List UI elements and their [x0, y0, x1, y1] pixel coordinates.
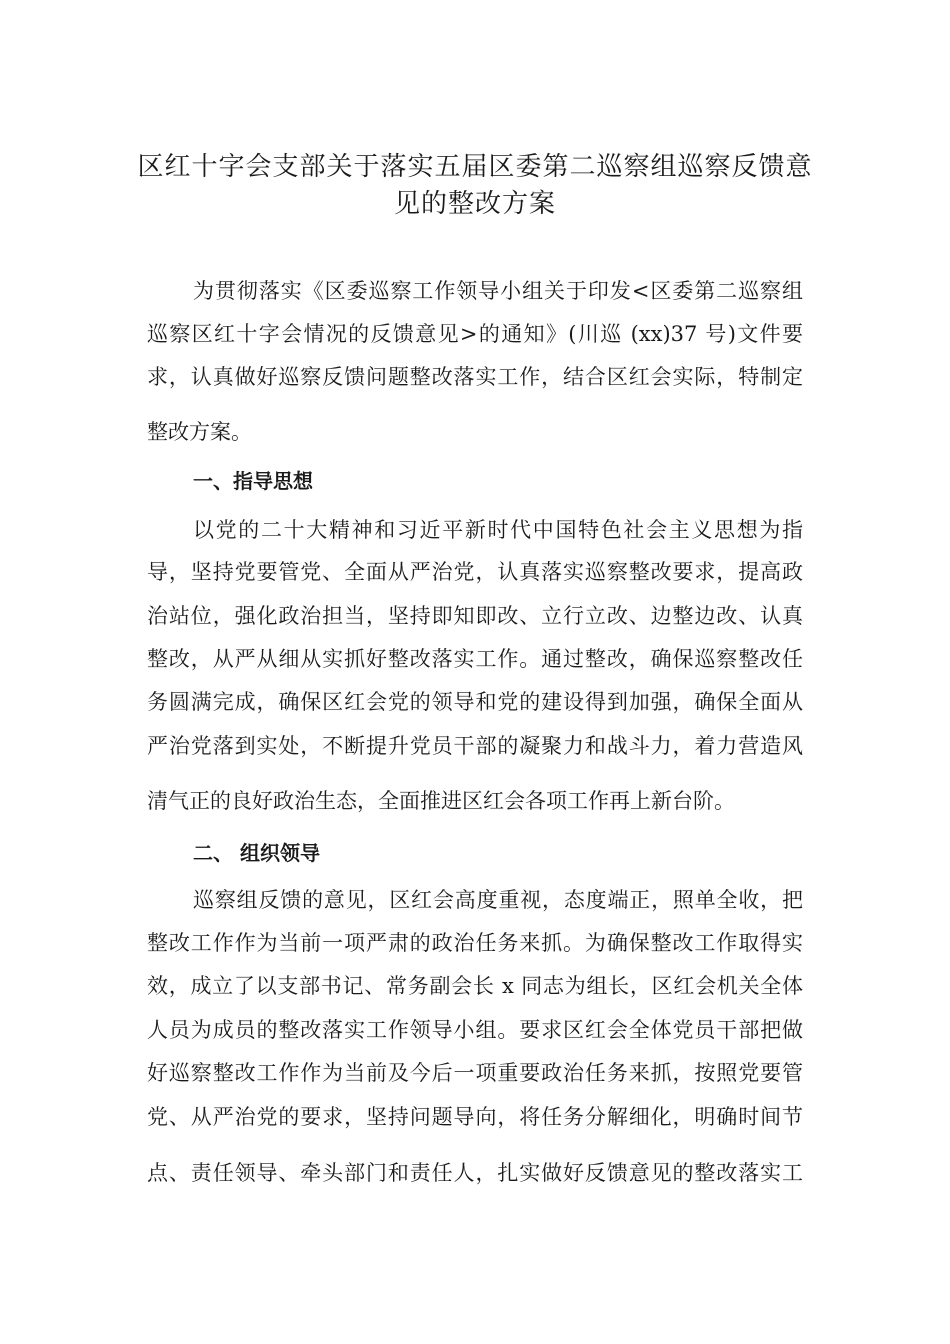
section2-line-5: 好巡察整改工作作为当前及今后一项重要政治任务来抓，按照党要管	[147, 1061, 803, 1085]
section2-line-4: 人员为成员的整改落实工作领导小组。要求区红会全体党员干部把做	[147, 1018, 803, 1042]
intro-line-4: 整改方案。	[147, 420, 252, 444]
section2-line-1: 巡察组反馈的意见，区红会高度重视，态度端正，照单全收，把	[193, 888, 803, 912]
section1-line-5: 务圆满完成，确保区红会党的领导和党的建设得到加强，确保全面从	[147, 690, 803, 714]
document-title-line-2: 见的整改方案	[393, 189, 556, 219]
section1-line-7: 清气正的良好政治生态，全面推进区红会各项工作再上新台阶。	[147, 789, 735, 813]
section2-line-7: 点、责任领导、牵头部门和责任人，扎实做好反馈意见的整改落实工	[147, 1161, 803, 1185]
section-heading-1: 一、指导思想	[193, 469, 313, 493]
section1-line-6: 严治党落到实处，不断提升党员干部的凝聚力和战斗力，着力营造风	[147, 734, 803, 758]
section2-line-2: 整改工作作为当前一项严肃的政治任务来抓。为确保整改工作取得实	[147, 931, 803, 955]
section1-line-3: 治站位，强化政治担当，坚持即知即改、立行立改、边整边改、认真	[147, 604, 803, 628]
intro-line-2: 巡察区红十字会情况的反馈意见>的通知》(川巡 (xx)37 号)文件要	[147, 322, 803, 346]
section-heading-2: 二、 组织领导	[193, 841, 320, 865]
intro-line-1: 为贯彻落实《区委巡察工作领导小组关于印发<区委第二巡察组	[193, 279, 803, 303]
section2-line-3: 效，成立了以支部书记、常务副会长 x 同志为组长，区红会机关全体	[147, 974, 803, 998]
intro-line-3: 求，认真做好巡察反馈问题整改落实工作，结合区红会实际，特制定	[147, 365, 803, 389]
document-title-line-1: 区红十字会支部关于落实五届区委第二巡察组巡察反馈意	[137, 152, 813, 182]
section1-line-2: 导，坚持党要管党、全面从严治党，认真落实巡察整改要求，提高政	[147, 560, 803, 584]
section1-line-4: 整改，从严从细从实抓好整改落实工作。通过整改，确保巡察整改任	[147, 647, 803, 671]
section1-line-1: 以党的二十大精神和习近平新时代中国特色社会主义思想为指	[193, 518, 803, 542]
section2-line-6: 党、从严治党的要求，坚持问题导向，将任务分解细化，明确时间节	[147, 1105, 803, 1129]
